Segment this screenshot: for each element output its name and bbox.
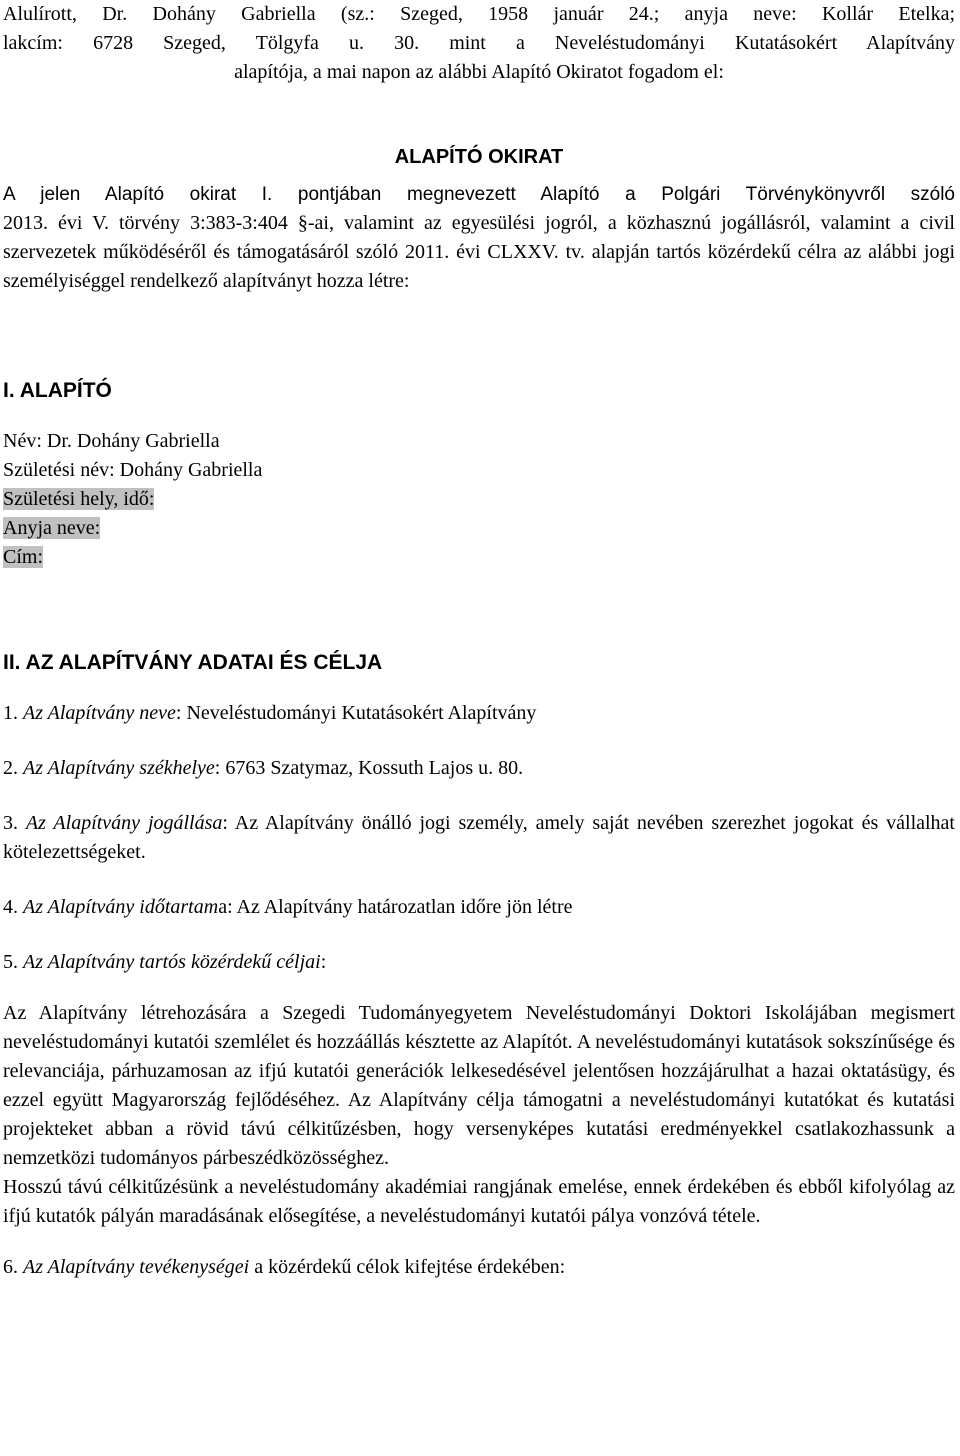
item-1: 1. Az Alapítvány neve: Neveléstudományi Kutatásokért Alapítvány xyxy=(3,702,537,724)
item-5-label: Az Alapítvány tartós közérdekű céljai xyxy=(23,951,321,973)
goals-paragraph-2: Hosszú távú célkitűzésünk a neveléstudomány akadémiai rangjának emelése, ennek érdekében és ebből kifolyólag az ifjú kutatók pályán maradásának elősegítése, a neveléstudományi kutatói pálya vonzóvá tétele. xyxy=(3,1176,955,1227)
preamble-paragraph xyxy=(3,180,955,296)
item-1-label: Az Alapítvány neve xyxy=(23,702,176,724)
founder-details xyxy=(3,427,955,572)
founder-address-label: Cím: xyxy=(3,546,44,568)
item-3-label: Az Alapítvány jogállása xyxy=(25,812,223,834)
item-6: 6. Az Alapítvány tevékenységei a közérdekű célok kifejtése érdekében: xyxy=(3,1256,566,1278)
intro-paragraph xyxy=(3,0,955,87)
intro-line-1: Alulírott, Dr. Dohány Gabriella (sz.: Szeged, 1958 január 24.; anyja neve: Kollár Etelka; xyxy=(3,3,955,25)
item-5: 5. Az Alapítvány tartós közérdekű céljai: xyxy=(3,951,327,973)
goals-paragraph-1: Az Alapítvány létrehozására a Szegedi Tudományegyetem Neveléstudományi Doktori Iskolájában megismert neveléstudományi kutatói szemlélet és hozzáállás késztette az Alapítót. A neveléstudományi kutatások sokszínűsége és relevanciája, párhuzamosan az ifjú kutatói generációk lelkesedésével jelentősen hozzájárulhat a hazai oktatásügy, és ezzel együtt Magyarország fejlődéséhez. Az Alapítvány célja támogatni a neveléstudományi kutatókat és kutatási projekteket abban a rövid távú célkitűzésben, hogy versenyképes kutatási eredményekkel csatlakozhassunk a nemzetközi tudományos párbeszédközösséghez. xyxy=(3,1002,955,1169)
item-4-label: Az Alapítvány időtartam xyxy=(23,896,219,918)
item-3: 3. Az Alapítvány jogállása: Az Alapítvány önálló jogi személy, amely saját nevében szerezhet jogokat és vállalhat kötelezettségeket. xyxy=(3,812,955,863)
founder-birth-name: Születési név: Dohány Gabriella xyxy=(3,459,263,481)
preamble-sans-line: A jelen Alapító okirat I. pontjában megnevezett Alapító a Polgári Törvénykönyvről szóló xyxy=(3,184,955,205)
intro-line-2: lakcím: 6728 Szeged, Tölgyfa u. 30. mint a Neveléstudományi Kutatásokért Alapítvány xyxy=(3,32,955,54)
section-1-title: I. ALAPÍTÓ xyxy=(3,379,112,402)
item-2-label: Az Alapítvány székhelye xyxy=(23,757,215,779)
item-6-label: Az Alapítvány tevékenységei xyxy=(23,1256,250,1278)
section-2-title: II. AZ ALAPÍTVÁNY ADATAI ÉS CÉLJA xyxy=(3,651,383,674)
founder-mother-name-label: Anyja neve: xyxy=(3,517,101,539)
document-page xyxy=(3,0,955,1282)
intro-line-3: alapítója, a mai napon az alábbi Alapító Okiratot fogadom el: xyxy=(234,61,724,83)
founder-name: Név: Dr. Dohány Gabriella xyxy=(3,430,220,452)
item-4: 4. Az Alapítvány időtartama: Az Alapítvány határozatlan időre jön létre xyxy=(3,896,573,918)
document-title: ALAPÍTÓ OKIRAT xyxy=(394,146,564,168)
item-2: 2. Az Alapítvány székhelye: 6763 Szatymaz, Kossuth Lajos u. 80. xyxy=(3,757,524,779)
preamble-serif-text: 2013. évi V. törvény 3:383-3:404 §-ai, valamint az egyesülési jogról, a közhasznú jogállásról, valamint a civil szervezetek működéséről és támogatásáról szóló 2011. évi CLXXV. tv. alapján tartós közérdekű célra az alábbi jogi személyiséggel rendelkező alapítványt hozza létre: xyxy=(3,212,955,292)
founder-birth-place-label: Születési hely, idő: xyxy=(3,488,155,510)
